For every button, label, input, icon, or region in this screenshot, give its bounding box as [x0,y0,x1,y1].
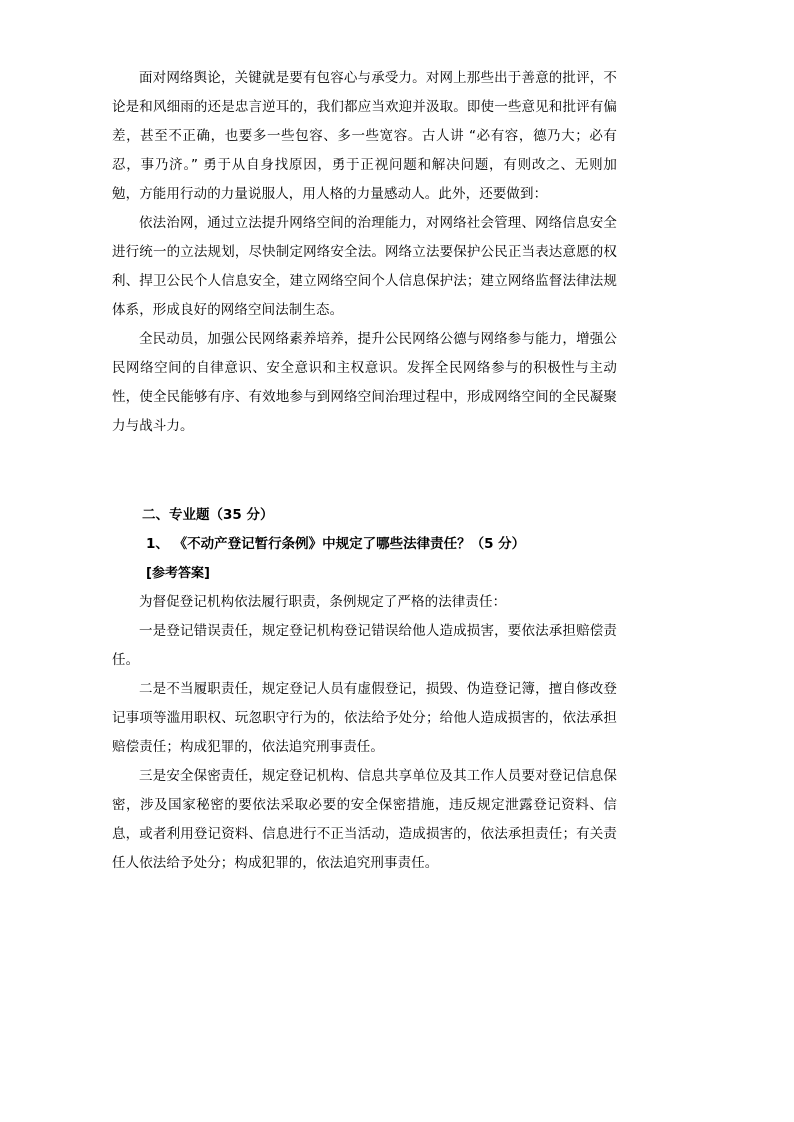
answer-point-3: 三是安全保密责任，规定登记机构、信息共享单位及其工作人员要对登记信息保密，涉及国家秘密的要依法采取必要的安全保密措施，违反规定泄露登记资料、信息，或者利用登记资料、信息进行不正当活动，造成损害的，依法承担责任；有关责任人依法给予处分；构成犯罪的，依法追究刑事责任。 [112,768,617,871]
paragraph-rule-of-law: 依法治网，通过立法提升网络空间的治理能力，对网络社会管理、网络信息安全进行统一的立法规划，尽快制定网络安全法。网络立法要保护公民正当表达意愿的权利、捍卫公民个人信息安全，建立网络空间个人信息保护法；建立网络监督法律法规体系，形成良好的网络空间法制生态。 [112,215,617,318]
document-page [112,64,617,878]
section-spacer [112,441,617,501]
answer-point-1: 一是登记错误责任，规定登记机构登记错误给他人造成损害，要依法承担赔偿责任。 [112,623,617,668]
answer-label: [参考答案] [146,566,210,581]
paragraph-mobilization: 全民动员，加强公民网络素养培养，提升公民网络公德与网络参与能力，增强公民网络空间的自律意识、安全意识和主权意识。发挥全民网络参与的积极性与主动性，使全民能够有序、有效地参与到网络空间治理过程中，形成网络空间的全民凝聚力与战斗力。 [112,331,617,434]
paragraph-online-opinion: 面对网络舆论，关键就是要有包容心与承受力。对网上那些出于善意的批评，不论是和风细雨的还是忠言逆耳的，我们都应当欢迎并汲取。即使一些意见和批评有偏差，甚至不正确，也要多一些包容、多一些宽容。古人讲 “必有容，德乃大；必有忍，事乃济。” 勇于从自身找原因，勇于正视问题和解决问题，有则改之、无则加勉，方能用行动的力量说服人，用人格的力量感动人。此外，还要做到： [112,70,617,202]
answer-intro: 为督促登记机构依法履行职责，条例规定了严格的法律责任： [139,594,507,610]
section-heading: 二、专业题（35 分） [142,507,274,523]
answer-point-2: 二是不当履职责任，规定登记人员有虚假登记，损毁、伪造登记簿，擅自修改登记事项等滥用职权、玩忽职守行为的，依法给予处分；给他人造成损害的，依法承担赔偿责任；构成犯罪的，依法追究刑事责任。 [112,681,617,755]
question-title: 1、 《不动产登记暂行条例》中规定了哪些法律责任？（5 分） [146,536,526,552]
